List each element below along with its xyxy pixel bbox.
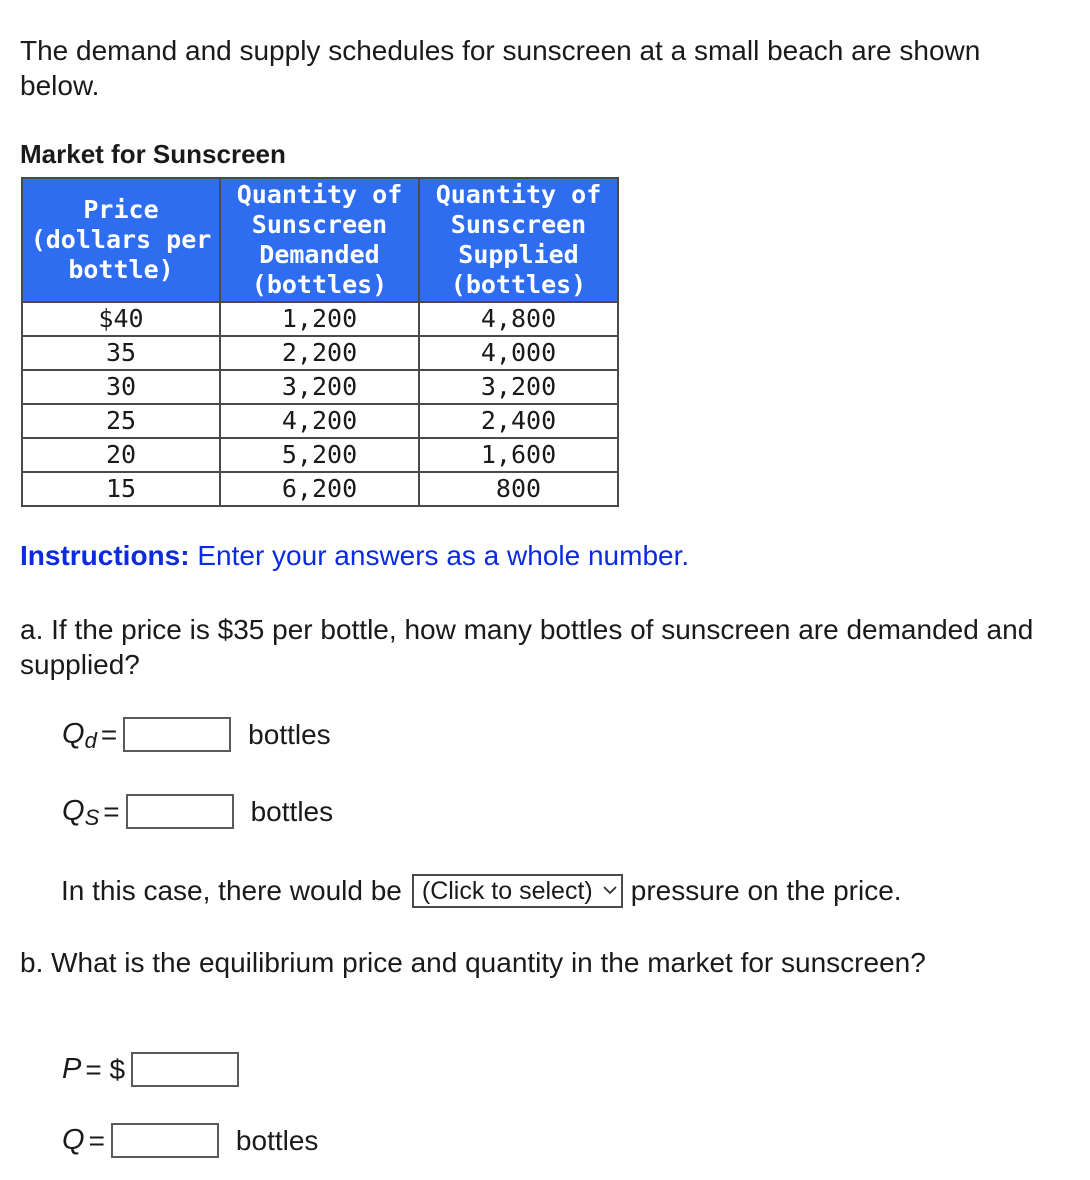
table-row — [22, 404, 618, 438]
qd-variable: Q — [62, 718, 85, 750]
table-row — [22, 370, 618, 404]
cell-price: 20 — [22, 438, 220, 472]
schedule-table — [21, 177, 619, 507]
cell-supplied: 3,200 — [419, 370, 618, 404]
table-header-row — [22, 178, 618, 302]
price-row — [62, 1052, 256, 1087]
qs-row — [62, 794, 333, 829]
cell-demanded: 4,200 — [220, 404, 419, 438]
cell-supplied: 1,600 — [419, 438, 618, 472]
table-row — [22, 438, 618, 472]
quantity-input[interactable] — [111, 1123, 219, 1158]
instructions-text: Enter your answers as a whole number. — [189, 540, 690, 571]
qd-equals: = — [100, 718, 118, 750]
price-input[interactable] — [131, 1052, 239, 1087]
sentence-before: In this case, there would be — [61, 875, 402, 906]
price-variable: P — [62, 1053, 82, 1085]
qs-equals: = — [103, 795, 120, 827]
cell-price: $40 — [22, 302, 220, 336]
qs-subscript: S — [84, 804, 100, 830]
question-a: a. If the price is $35 per bottle, how many bottles of sunscreen are demanded and supplied? — [20, 614, 1034, 680]
pressure-select-value: (Click to select) — [421, 876, 593, 905]
instructions-label: Instructions: — [20, 540, 190, 571]
cell-demanded: 6,200 — [220, 472, 419, 506]
quantity-variable: Q — [62, 1124, 85, 1156]
cell-supplied: 800 — [419, 472, 618, 506]
table-title: Market for Sunscreen — [20, 139, 286, 169]
header-demanded: Quantity of Sunscreen Demanded (bottles) — [220, 178, 419, 302]
price-equals: = $ — [85, 1053, 126, 1085]
qd-row — [62, 717, 331, 752]
cell-demanded: 2,200 — [220, 336, 419, 370]
pressure-sentence — [61, 874, 902, 908]
pressure-select[interactable] — [412, 874, 623, 908]
cell-demanded: 1,200 — [220, 302, 419, 336]
header-supplied: Quantity of Sunscreen Supplied (bottles) — [419, 178, 618, 302]
cell-demanded: 5,200 — [220, 438, 419, 472]
cell-demanded: 3,200 — [220, 370, 419, 404]
sentence-after: pressure on the price. — [630, 875, 902, 906]
header-price: Price (dollars per bottle) — [22, 178, 220, 302]
instructions — [20, 540, 689, 572]
qs-unit: bottles — [250, 795, 334, 827]
qs-input[interactable] — [126, 794, 234, 829]
cell-supplied: 4,000 — [419, 336, 618, 370]
quantity-row — [62, 1123, 318, 1158]
table-row — [22, 336, 618, 370]
table-row — [22, 302, 618, 336]
cell-price: 15 — [22, 472, 220, 506]
quantity-unit: bottles — [235, 1124, 319, 1156]
cell-supplied: 2,400 — [419, 404, 618, 438]
cell-price: 30 — [22, 370, 220, 404]
qd-subscript: d — [84, 727, 97, 753]
cell-price: 35 — [22, 336, 220, 370]
chevron-down-icon — [603, 882, 617, 900]
qd-unit: bottles — [248, 718, 331, 750]
cell-supplied: 4,800 — [419, 302, 618, 336]
cell-price: 25 — [22, 404, 220, 438]
question-b: b. What is the equilibrium price and quantity in the market for sunscreen? — [20, 947, 926, 978]
intro-text: The demand and supply schedules for sunscreen at a small beach are shown below. — [20, 35, 981, 101]
qs-variable: Q — [62, 795, 85, 827]
table-row — [22, 472, 618, 506]
qd-input[interactable] — [123, 717, 231, 752]
quantity-equals: = — [88, 1124, 105, 1156]
